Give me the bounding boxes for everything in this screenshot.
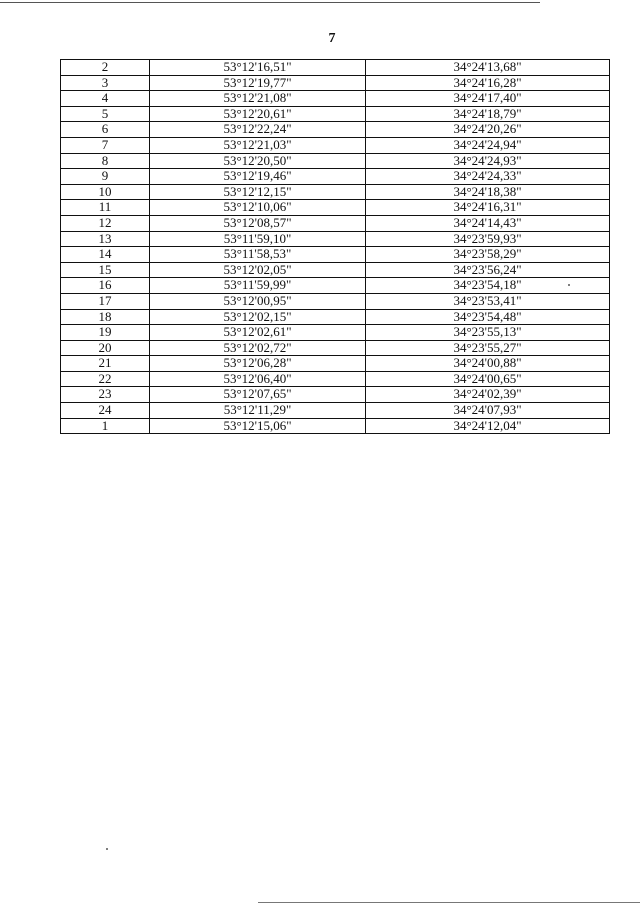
table-row: [61, 122, 610, 138]
latitude-cell: 53°12'20,50": [150, 153, 366, 169]
point-number-cell: 7: [61, 137, 150, 153]
latitude-cell: 53°12'22,24": [150, 122, 366, 138]
table-row: [61, 60, 610, 76]
bottom-edge-rule: [258, 902, 640, 903]
point-number-cell: 6: [61, 122, 150, 138]
latitude-cell: 53°12'00,95": [150, 293, 366, 309]
longitude-cell: 34°24'20,26": [366, 122, 610, 138]
point-number-cell: 1: [61, 418, 150, 434]
latitude-cell: 53°12'11,29": [150, 403, 366, 419]
point-number-cell: 14: [61, 247, 150, 263]
latitude-cell: 53°12'02,05": [150, 262, 366, 278]
table-row: [61, 153, 610, 169]
point-number-cell: 11: [61, 200, 150, 216]
latitude-cell: 53°12'06,28": [150, 356, 366, 372]
latitude-cell: 53°12'15,06": [150, 418, 366, 434]
latitude-cell: 53°12'08,57": [150, 215, 366, 231]
point-number-cell: 24: [61, 403, 150, 419]
point-number-cell: 4: [61, 91, 150, 107]
table-row: [61, 106, 610, 122]
scan-speck: [106, 848, 108, 850]
point-number-cell: 21: [61, 356, 150, 372]
longitude-cell: 34°24'02,39": [366, 387, 610, 403]
latitude-cell: 53°12'21,03": [150, 137, 366, 153]
table-row: [61, 309, 610, 325]
table-row: [61, 356, 610, 372]
latitude-cell: 53°12'10,06": [150, 200, 366, 216]
latitude-cell: 53°12'02,61": [150, 325, 366, 341]
latitude-cell: 53°12'16,51": [150, 60, 366, 76]
scan-speck: [568, 284, 570, 286]
longitude-cell: 34°24'14,43": [366, 215, 610, 231]
point-number-cell: 13: [61, 231, 150, 247]
point-number-cell: 23: [61, 387, 150, 403]
table-row: [61, 340, 610, 356]
latitude-cell: 53°12'19,77": [150, 75, 366, 91]
point-number-cell: 17: [61, 293, 150, 309]
longitude-cell: 34°24'07,93": [366, 403, 610, 419]
table-row: [61, 75, 610, 91]
longitude-cell: 34°23'55,27": [366, 340, 610, 356]
longitude-cell: 34°23'56,24": [366, 262, 610, 278]
table-row: [61, 91, 610, 107]
table-row: [61, 371, 610, 387]
longitude-cell: 34°23'58,29": [366, 247, 610, 263]
longitude-cell: 34°24'13,68": [366, 60, 610, 76]
point-number-cell: 20: [61, 340, 150, 356]
longitude-cell: 34°23'59,93": [366, 231, 610, 247]
table-row: [61, 262, 610, 278]
point-number-cell: 9: [61, 169, 150, 185]
point-number-cell: 16: [61, 278, 150, 294]
point-number-cell: 2: [61, 60, 150, 76]
point-number-cell: 12: [61, 215, 150, 231]
longitude-cell: 34°24'17,40": [366, 91, 610, 107]
point-number-cell: 10: [61, 184, 150, 200]
latitude-cell: 53°12'20,61": [150, 106, 366, 122]
table-row: [61, 169, 610, 185]
latitude-cell: 53°11'59,10": [150, 231, 366, 247]
longitude-cell: 34°23'53,41": [366, 293, 610, 309]
point-number-cell: 8: [61, 153, 150, 169]
longitude-cell: 34°24'24,94": [366, 137, 610, 153]
table-row: [61, 215, 610, 231]
longitude-cell: 34°24'24,93": [366, 153, 610, 169]
longitude-cell: 34°24'16,28": [366, 75, 610, 91]
table-row: [61, 231, 610, 247]
table-row: [61, 247, 610, 263]
top-edge-rule: [0, 2, 540, 3]
table-row: [61, 137, 610, 153]
latitude-cell: 53°11'59,99": [150, 278, 366, 294]
longitude-cell: 34°24'00,65": [366, 371, 610, 387]
page-number: 7: [328, 31, 336, 46]
table-row: [61, 403, 610, 419]
table-row: [61, 278, 610, 294]
table-row: [61, 387, 610, 403]
latitude-cell: 53°12'06,40": [150, 371, 366, 387]
latitude-cell: 53°12'02,72": [150, 340, 366, 356]
point-number-cell: 5: [61, 106, 150, 122]
longitude-cell: 34°24'18,79": [366, 106, 610, 122]
latitude-cell: 53°12'02,15": [150, 309, 366, 325]
point-number-cell: 15: [61, 262, 150, 278]
table-row: [61, 293, 610, 309]
latitude-cell: 53°12'19,46": [150, 169, 366, 185]
table-row: [61, 325, 610, 341]
latitude-cell: 53°12'12,15": [150, 184, 366, 200]
longitude-cell: 34°24'24,33": [366, 169, 610, 185]
latitude-cell: 53°11'58,53": [150, 247, 366, 263]
longitude-cell: 34°23'54,48": [366, 309, 610, 325]
table-row: [61, 418, 610, 434]
longitude-cell: 34°24'16,31": [366, 200, 610, 216]
longitude-cell: 34°24'00,88": [366, 356, 610, 372]
point-number-cell: 18: [61, 309, 150, 325]
longitude-cell: 34°23'55,13": [366, 325, 610, 341]
latitude-cell: 53°12'21,08": [150, 91, 366, 107]
longitude-cell: 34°24'12,04": [366, 418, 610, 434]
longitude-cell: 34°24'18,38": [366, 184, 610, 200]
table-row: [61, 200, 610, 216]
point-number-cell: 19: [61, 325, 150, 341]
coordinates-table-body: [61, 60, 610, 434]
table-row: [61, 184, 610, 200]
latitude-cell: 53°12'07,65": [150, 387, 366, 403]
coordinates-table: [60, 59, 610, 434]
point-number-cell: 3: [61, 75, 150, 91]
point-number-cell: 22: [61, 371, 150, 387]
longitude-cell: 34°23'54,18": [366, 278, 610, 294]
